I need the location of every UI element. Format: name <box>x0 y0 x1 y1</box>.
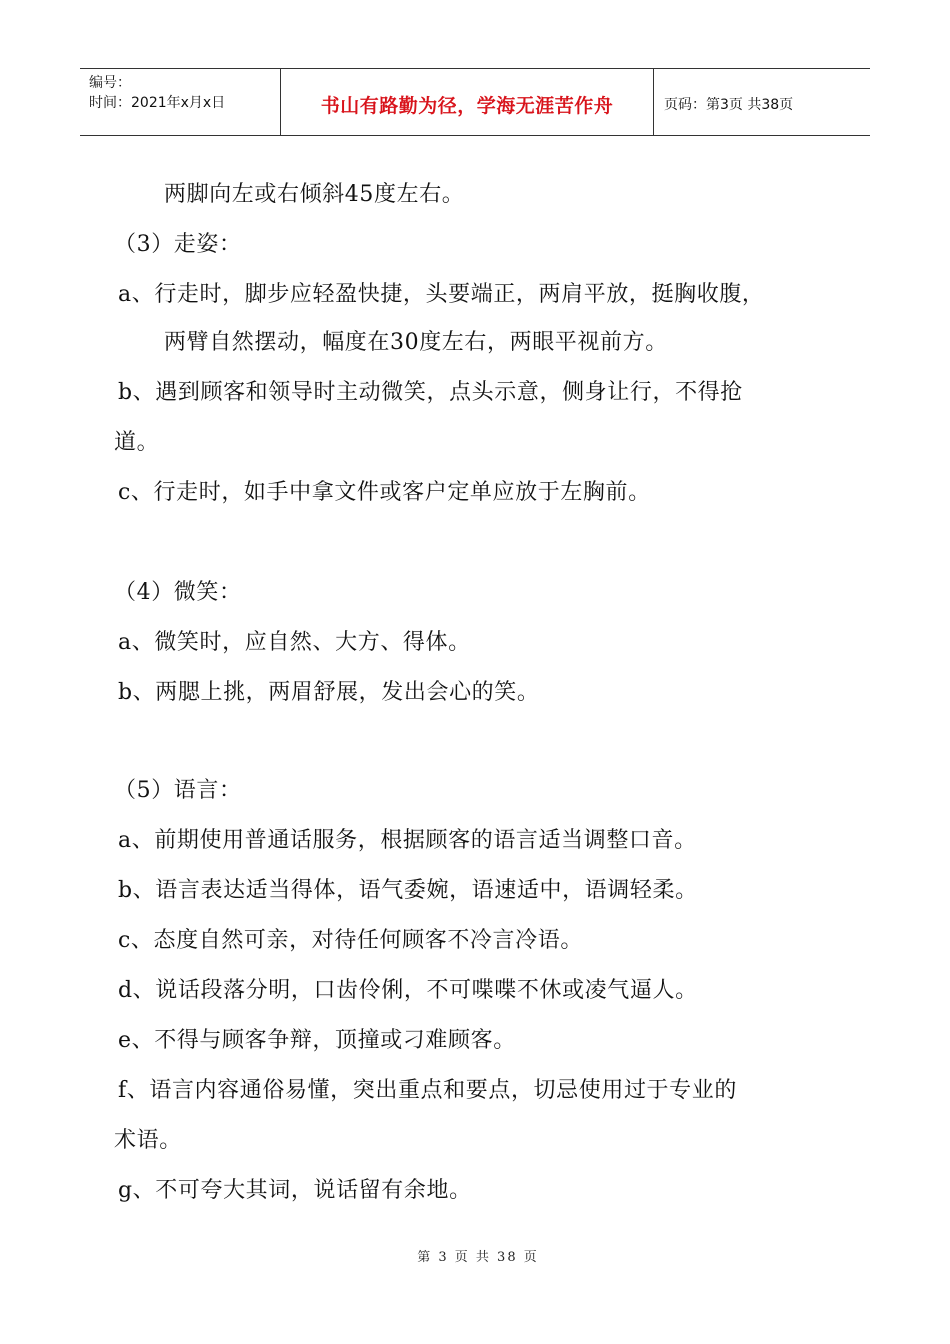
body-line: b、两腮上挑，两眉舒展，发出会心的笑。 <box>118 680 540 705</box>
body-line: a、微笑时，应自然、大方、得体。 <box>118 630 471 655</box>
body-line: f、语言内容通俗易懂，突出重点和要点，切忌使用过于专业的 <box>118 1078 737 1103</box>
page-header <box>80 68 870 136</box>
body-line: d、说话段落分明，口齿伶俐，不可喋喋不休或凌气逼人。 <box>118 978 698 1003</box>
body-line: a、行走时，脚步应轻盈快捷，头要端正，两肩平放，挺胸收腹， <box>118 282 765 307</box>
header-number-label: 编号： <box>89 75 131 91</box>
body-line: a、前期使用普通话服务，根据顾客的语言适当调整口音。 <box>118 828 697 853</box>
header-meta-cell <box>80 69 281 135</box>
body-line: c、行走时，如手中拿文件或客户定单应放于左胸前。 <box>118 480 651 505</box>
footer-page-number: 第 3 页 共 38 页 <box>417 1250 539 1265</box>
body-line: 两脚向左或右倾斜45度左右。 <box>164 182 465 207</box>
header-motto: 书山有路勤为径，学海无涯苦作舟 <box>320 94 614 117</box>
header-motto-cell <box>281 69 654 135</box>
header-page-cell <box>654 69 870 135</box>
body-line: g、不可夸大其词，说话留有余地。 <box>118 1178 472 1203</box>
body-line: e、不得与顾客争辩，顶撞或刁难顾客。 <box>118 1028 516 1053</box>
page-footer <box>0 1246 950 1265</box>
section-heading-language: （5）语言： <box>114 778 242 803</box>
section-heading-smile: （4）微笑： <box>114 580 242 605</box>
section-heading-walking: （3）走姿： <box>114 232 242 257</box>
body-line: 两臂自然摆动，幅度在30度左右，两眼平视前方。 <box>164 330 668 355</box>
header-page-info: 页码：第3页 共38页 <box>664 97 794 113</box>
header-time-label: 时间：2021年x月x日 <box>89 95 226 111</box>
body-line: c、态度自然可亲，对待任何顾客不冷言冷语。 <box>118 928 583 953</box>
body-line: 道。 <box>114 430 160 455</box>
body-line: b、遇到顾客和领导时主动微笑，点头示意，侧身让行，不得抢 <box>118 380 743 405</box>
body-line: b、语言表达适当得体，语气委婉，语速适中，语调轻柔。 <box>118 878 698 903</box>
body-line: 术语。 <box>114 1128 182 1153</box>
